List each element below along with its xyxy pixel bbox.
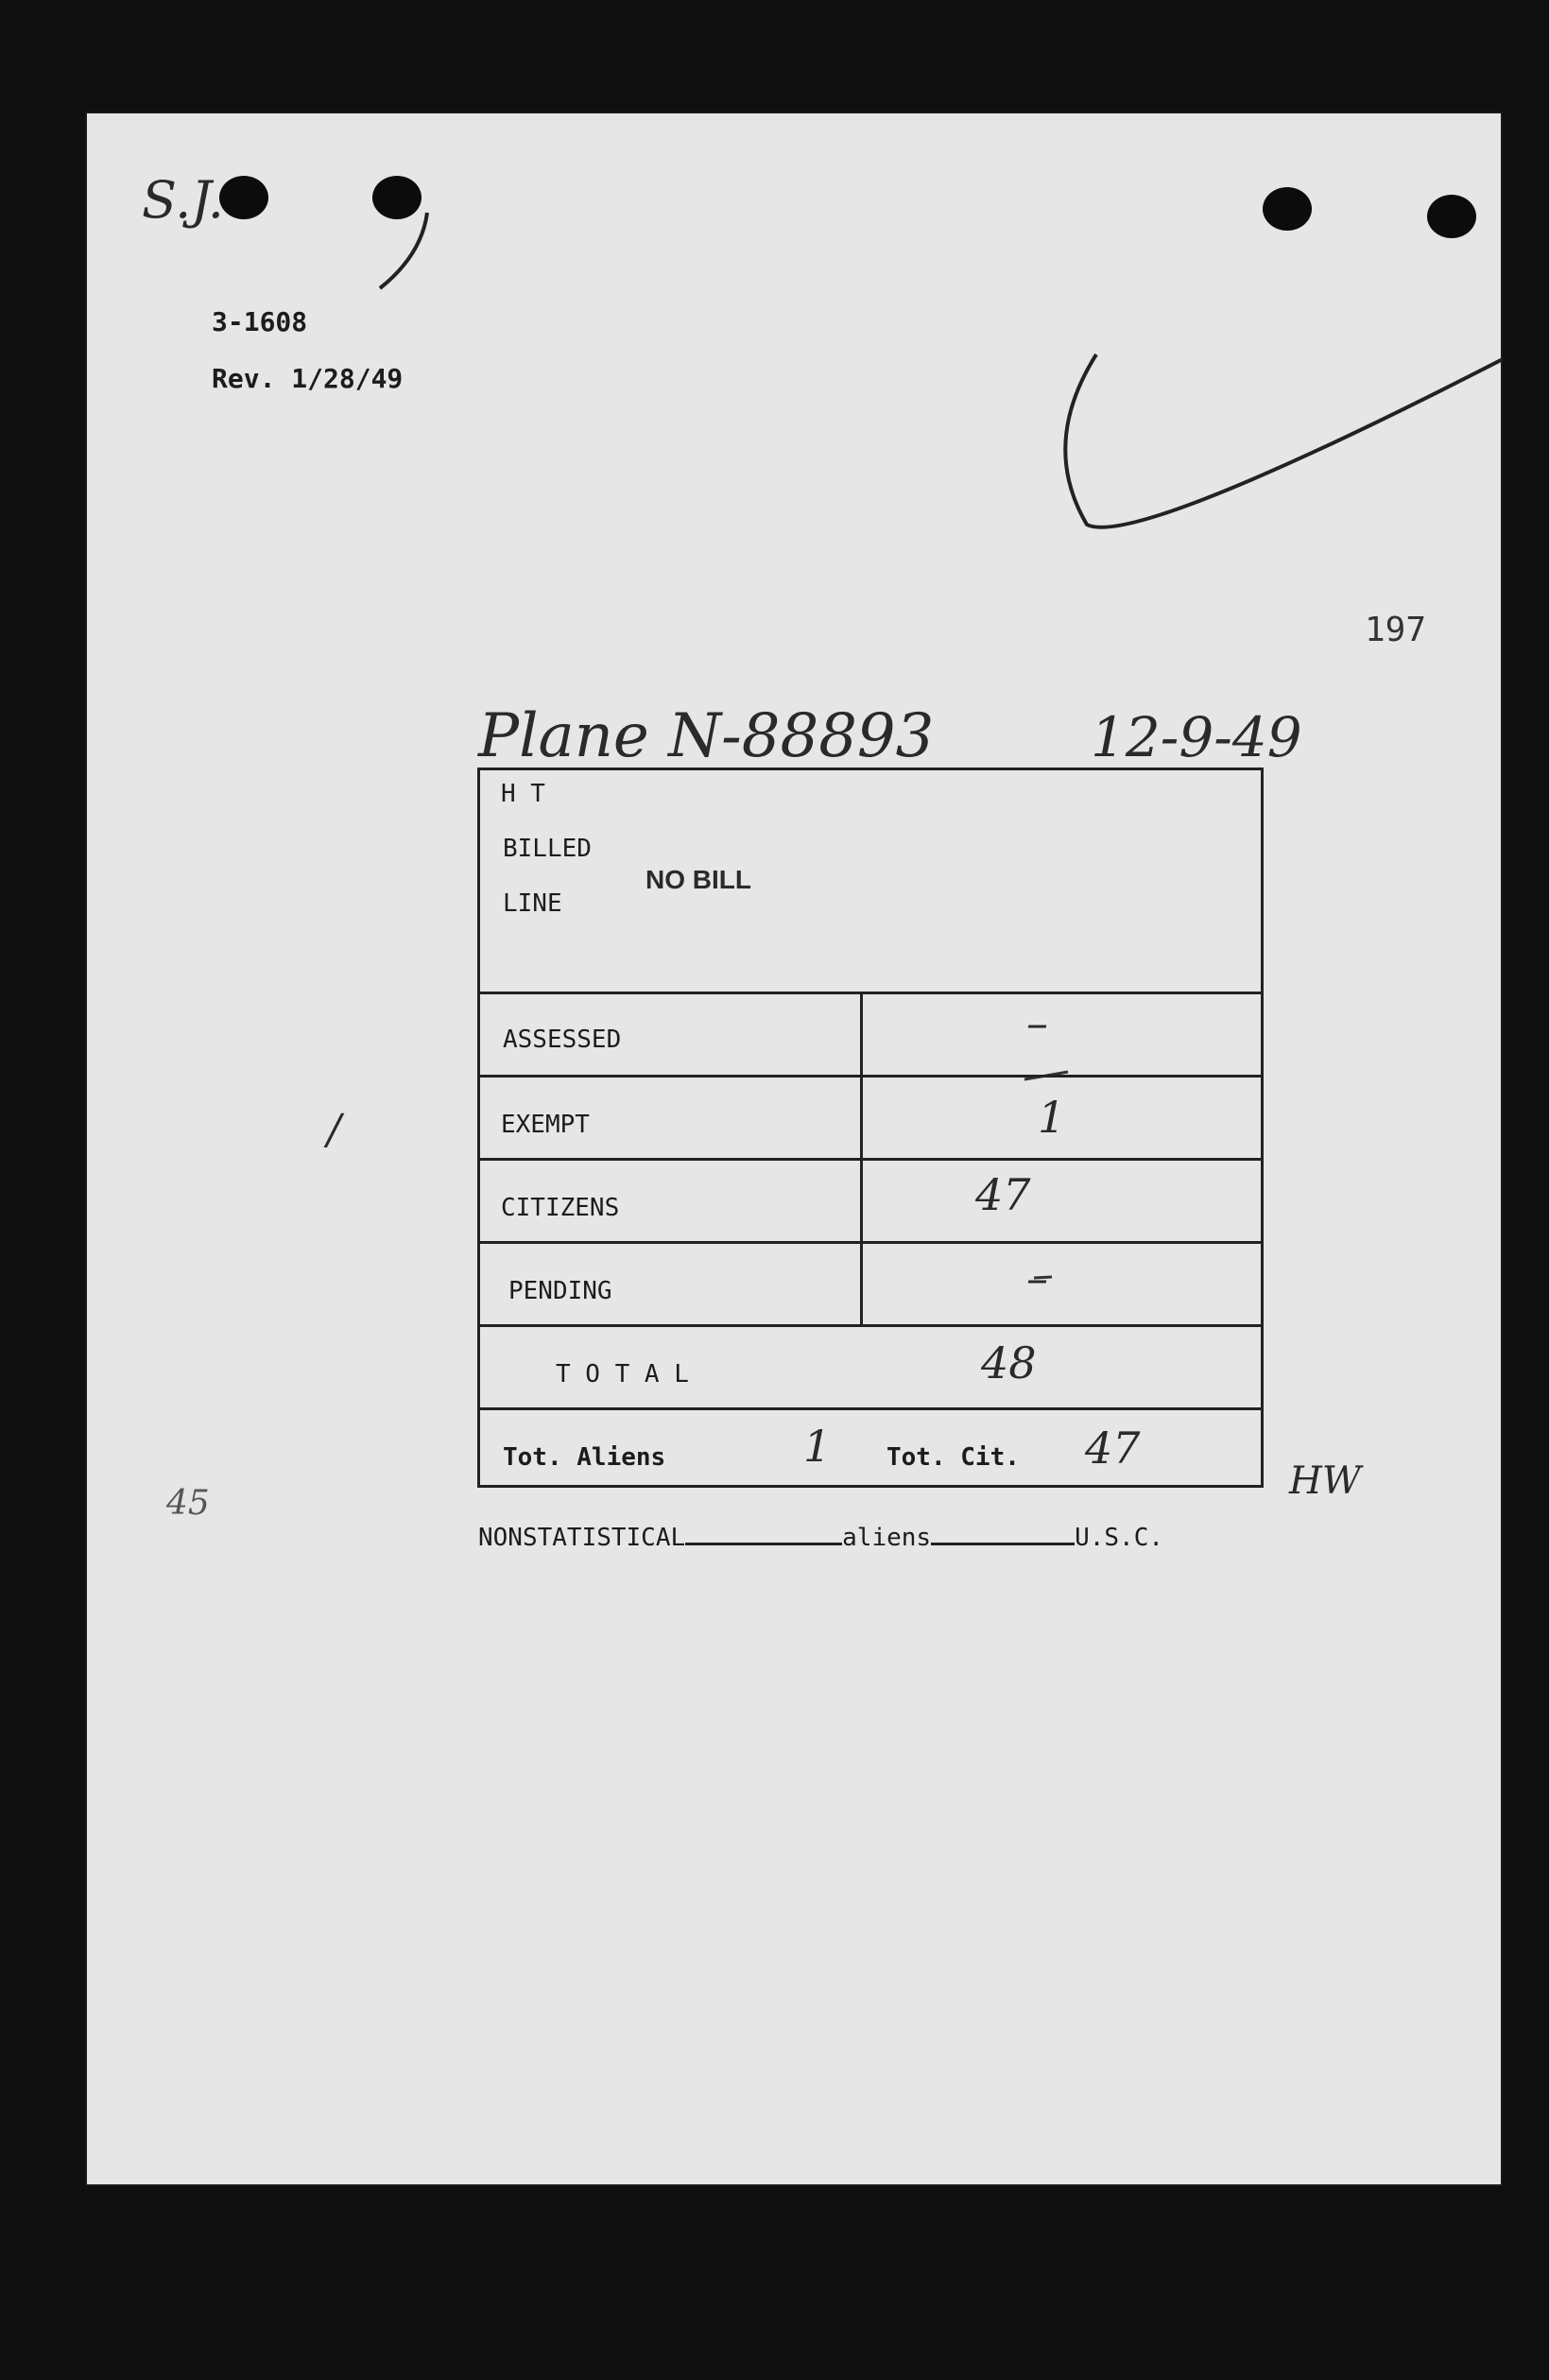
divider-row-2 — [480, 1158, 1261, 1161]
margin-mark: / — [327, 1106, 341, 1154]
tot-cit-label: Tot. Cit. — [886, 1443, 1020, 1472]
no-bill-stamp: NO BILL — [645, 865, 751, 894]
nonstatistical-blank — [685, 1543, 842, 1545]
right-initials: HW — [1289, 1459, 1361, 1503]
tot-aliens-label: Tot. Aliens — [503, 1443, 666, 1472]
page-number: 197 — [1365, 611, 1427, 649]
divider-row-4 — [480, 1324, 1261, 1327]
header-line: LINE — [503, 889, 562, 918]
nonstatistical-line — [478, 1524, 1163, 1552]
handwritten-initials: S.J. — [142, 170, 224, 230]
divider-total — [480, 1407, 1261, 1410]
header-ht: H T — [501, 780, 545, 808]
plane-number: Plane N-88893 — [478, 701, 935, 771]
divider-header — [480, 992, 1261, 994]
total-value: 48 — [981, 1337, 1037, 1388]
divider-row-1 — [480, 1075, 1261, 1078]
form-table — [477, 767, 1264, 1488]
row-value-assessed: – — [1026, 997, 1048, 1048]
tot-aliens-value: 1 — [803, 1421, 832, 1472]
row-label-assessed: ASSESSED — [503, 1026, 622, 1054]
date-handwritten: 12-9-49 — [1091, 705, 1302, 769]
row-label-pending: PENDING — [508, 1277, 612, 1305]
margin-note: 45 — [166, 1484, 210, 1523]
usc-label: U.S.C. — [1075, 1524, 1163, 1552]
row-label-citizens: CITIZENS — [501, 1194, 620, 1222]
row-label-exempt: EXEMPT — [501, 1111, 590, 1139]
header-billed: BILLED — [503, 835, 592, 863]
total-label: T O T A L — [556, 1360, 689, 1388]
row-value-exempt: 1 — [1038, 1092, 1066, 1143]
row-value-citizens: 47 — [975, 1169, 1031, 1220]
row-value-pending: – — [1026, 1252, 1048, 1303]
tot-cit-value: 47 — [1085, 1423, 1141, 1474]
nonstatistical-label: NONSTATISTICAL — [478, 1524, 686, 1552]
form-revision: Rev. 1/28/49 — [212, 363, 404, 394]
aliens-label: aliens — [842, 1524, 932, 1552]
divider-row-3 — [480, 1241, 1261, 1244]
aliens-blank — [931, 1543, 1075, 1545]
revision-bleed-through — [212, 412, 227, 440]
form-number: 3-1608 — [212, 306, 308, 337]
